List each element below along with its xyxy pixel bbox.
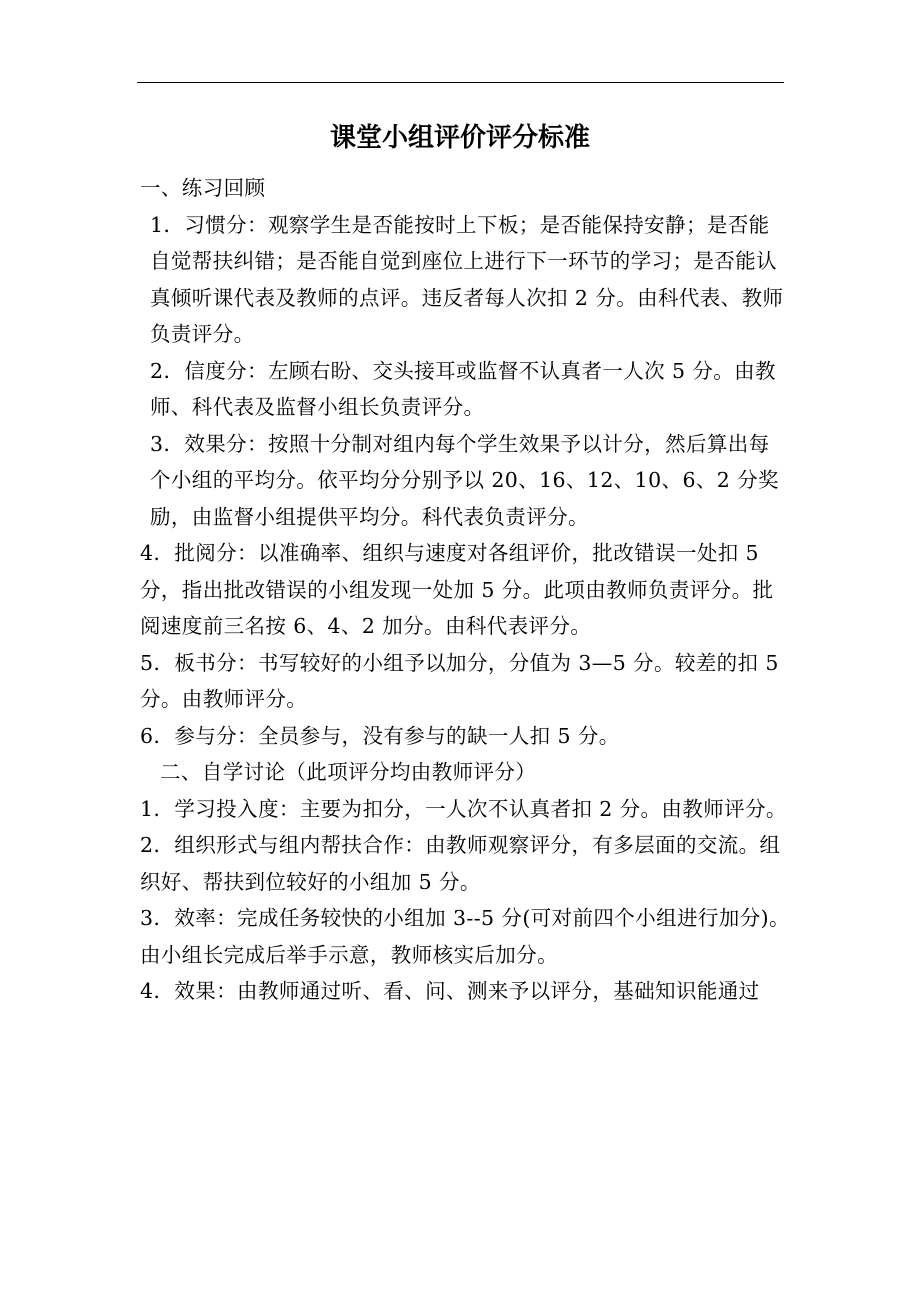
document-body: [140, 170, 790, 1010]
paragraph-effect-score: 3．效果分：按照十分制对组内每个学生效果予以计分，然后算出每个小组的平均分。依平均分分别予以 20、16、12、10、6、2 分奖励，由监督小组提供平均分。科代表负责评分。: [150, 431, 779, 529]
paragraph-blackboard-score: 5．板书分：书写较好的小组予以加分，分值为 3—5 分。较差的扣 5 分。由教师评分。: [140, 650, 779, 711]
paragraph-credibility-score: 2．信度分：左顾右盼、交头接耳或监督不认真者一人次 5 分。由教师、科代表及监督小组长负责评分。: [150, 358, 776, 419]
paragraph-effect: 4．效果：由教师通过听、看、问、测来予以评分，基础知识能通过: [140, 979, 760, 1003]
paragraph-marking-score: 4．批阅分：以准确率、组织与速度对各组评价，批改错误一处扣 5 分，指出批改错误的小组发现一处加 5 分。此项由教师负责评分。批阅速度前三名按 6、4、2 加分。由科代表评分。: [140, 541, 774, 638]
paragraph-engagement: 1．学习投入度：主要为扣分，一人次不认真者扣 2 分。由教师评分。: [140, 796, 787, 821]
paragraph-habit-score: 1．习惯分：观察学生是否能按时上下板；是否能保持安静；是否能自觉帮扶纠错；是否能自觉到座位上进行下一环节的学习；是否能认真倾听课代表及教师的点评。违反者每人次扣 2 分。由科代表、教师负责评分。: [150, 212, 784, 346]
paragraph-organization: 2．组织形式与组内帮扶合作：由教师观察评分，有多层面的交流。组织好、帮扶到位较好的小组加 5 分。: [140, 833, 781, 894]
section-heading-self-study: 二、自学讨论（此项评分均由教师评分）: [160, 760, 537, 784]
paragraph-participation-score: 6．参与分：全员参与，没有参与的缺一人扣 5 分。: [140, 723, 620, 748]
page-title: 课堂小组评价评分标准: [329, 123, 590, 153]
header-rule: [137, 82, 784, 83]
section-heading-practice-review: 一、练习回顾: [140, 176, 266, 200]
paragraph-efficiency: 3．效率：完成任务较快的小组加 3--5 分(可对前四个小组进行加分)。由小组长完成后举手示意，教师核实后加分。: [140, 906, 790, 967]
